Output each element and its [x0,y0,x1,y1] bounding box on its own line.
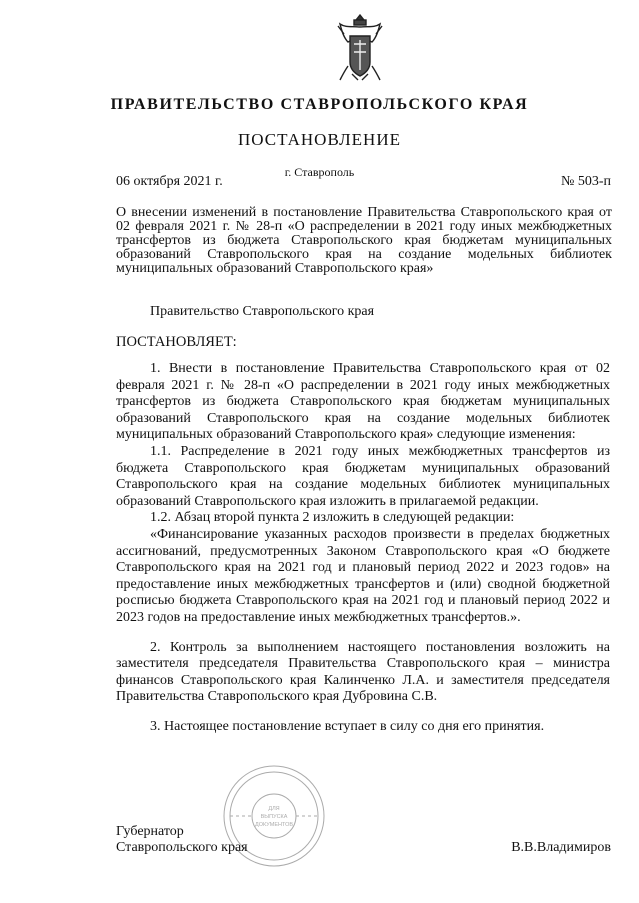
paragraph-1-1: 1.1. Распределение в 2021 году иных межбюджетных трансфертов из бюджета Ставропольского края бюджетам муниципальных образований Ставропольского края на создание модельных библиотек муниципальных образований Ставропольского края изложить в прилагаемой редакции. [116,443,610,509]
stamp-text-line1: ДЛЯ [268,806,280,812]
paragraph-3: 3. Настоящее постановление вступает в силу со дня его принятия. [150,718,545,734]
preamble-resolves: ПОСТАНОВЛЯЕТ: [116,334,237,350]
document-city: г. Ставрополь [284,165,355,179]
document-subject: О внесении изменений в постановление Правительства Ставропольского края от 02 февраля 2021 г. № 28-п «О распределении в 2021 году иных межбюджетных трансфертов из бюджета Ставропольского края бюджетам муниципальных образований Ставропольского края на создание модельных библиотек муниципальных образований Ставропольского края» [116,205,612,276]
document-date: 06 октября 2021 г. [116,174,223,189]
paragraph-2: 2. Контроль за выполнением настоящего постановления возложить на заместителя председателя Правительства Ставропольского края – министра финансов Ставропольского края Калинченко Л.А. и заместителя председателя Правительства Ставропольского края Дубровина С.В. [116,639,610,705]
document-body [116,361,610,735]
preamble-government-line: Правительство Ставропольского края [150,304,375,319]
paragraph-1: 1. Внести в постановление Правительства Ставропольского края от 02 февраля 2021 г. № 28-п «О распределении в 2021 году иных межбюджетных трансфертов из бюджета Ставропольского края бюджетам муниципальных образований Ставропольского края на создание модельных библиотек муниципальных образований Ставропольского края» следующие изменения: [116,361,610,443]
document-type: ПОСТАНОВЛЕНИЕ [237,130,401,149]
signer-title-line2: Ставропольского края [116,840,248,855]
signer-title-line1: Губернатор [116,824,184,839]
stamp-text-line2: ВЫПУСКА [260,814,288,820]
signer-name: В.В.Владимиров [511,840,611,855]
government-title: ПРАВИТЕЛЬСТВО СТАВРОПОЛЬСКОГО КРАЯ [110,96,529,113]
stamp-text-line3: ДОКУМЕНТОВ [254,822,294,828]
paragraph-1-2: 1.2. Абзац второй пункта 2 изложить в следующей редакции: [150,510,515,526]
coat-of-arms-emblem [334,14,386,82]
document-number: № 503-п [560,174,611,189]
paragraph-1-2-quote: «Финансирование указанных расходов произвести в пределах бюджетных ассигнований, предусмотренных Законом Ставропольского края «О бюджете Ставропольского края на 2021 год и плановый период 2022 и 2023 годов» на предоставление иных межбюджетных трансфертов и (или) сводной бюджетной росписью бюджета Ставропольского края на 2021 год и плановый период 2022 и 2023 годов на предоставление иных межбюджетных трансфертов.». [116,526,610,625]
signer-title [116,824,248,856]
